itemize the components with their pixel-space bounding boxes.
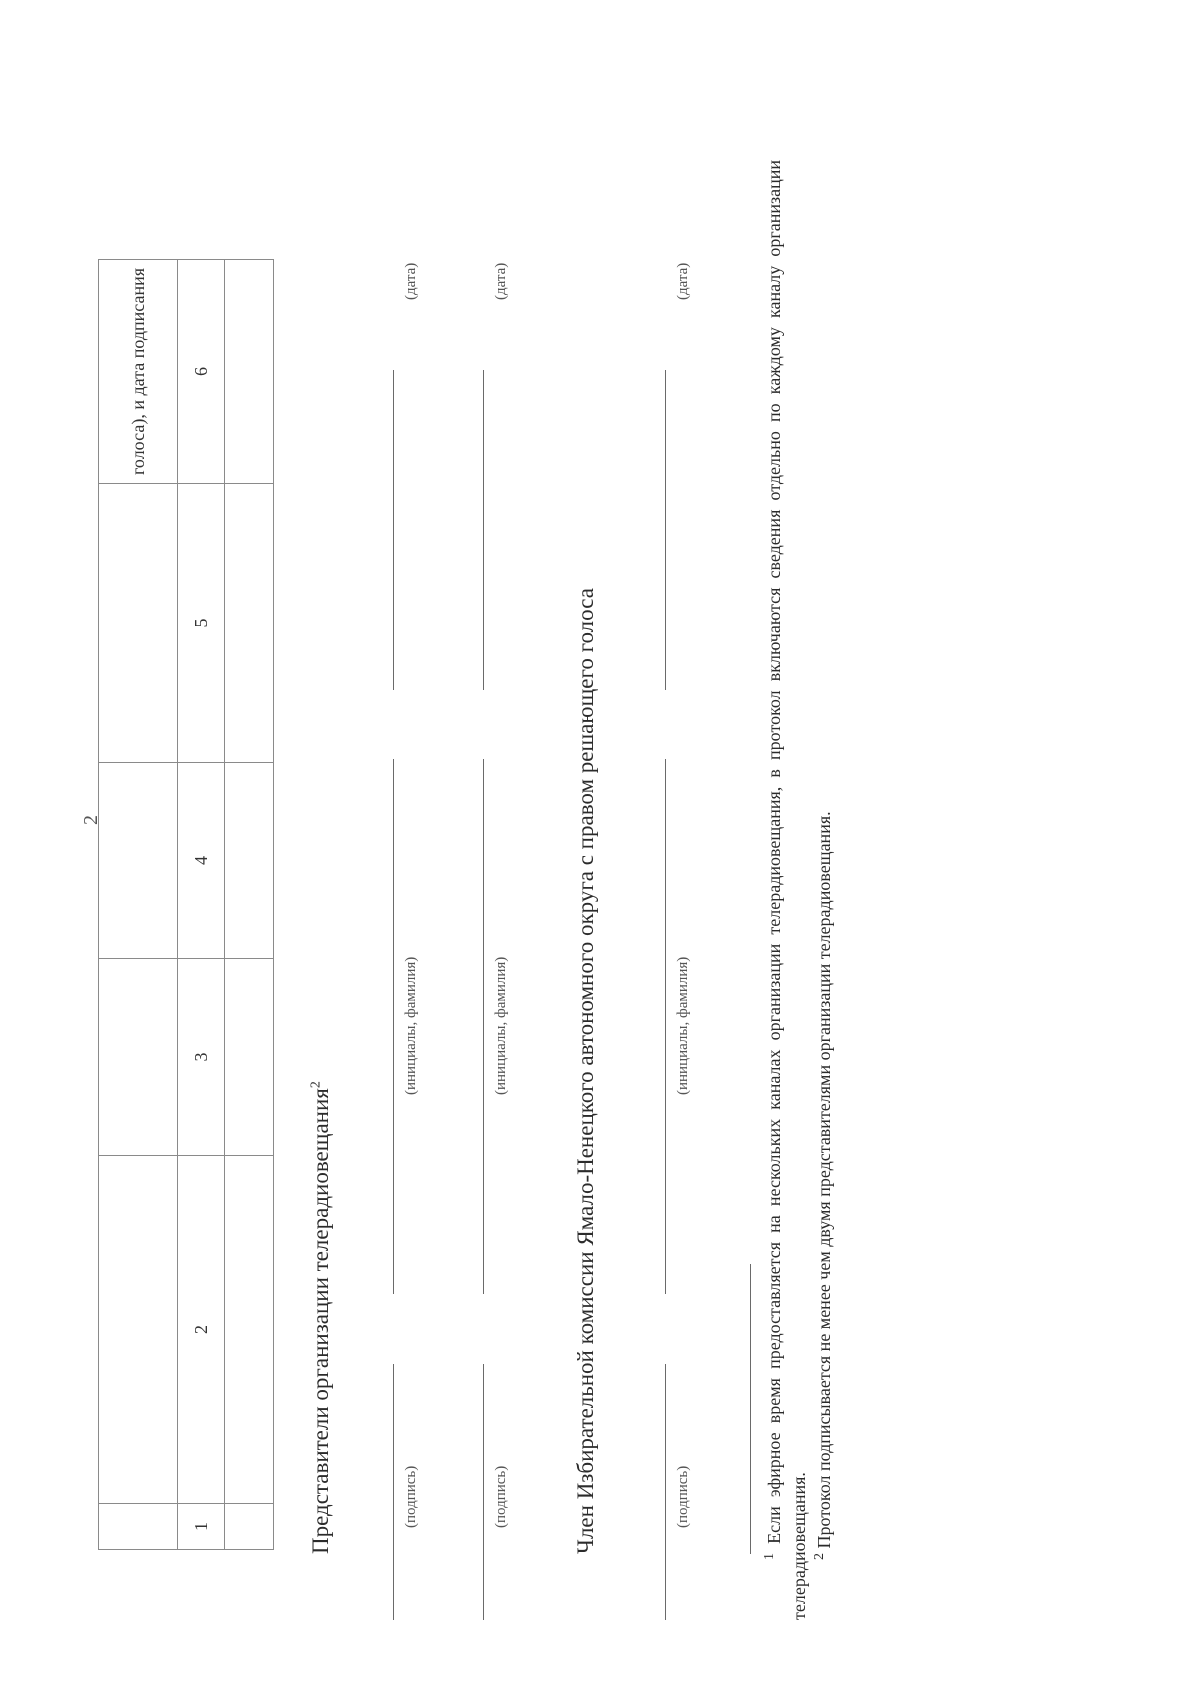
table-header-cell bbox=[99, 484, 178, 763]
rotated-landscape-content bbox=[60, 60, 960, 1620]
date-line bbox=[483, 370, 484, 690]
page-number: 2 bbox=[80, 815, 102, 825]
footnote-2 bbox=[812, 160, 837, 1560]
table-cell bbox=[225, 959, 274, 1156]
signature-caption: (подпись) bbox=[493, 1465, 509, 1528]
footnote-1-body bbox=[762, 160, 812, 1620]
signature-line bbox=[665, 1364, 666, 1620]
footnote-text: Если эфирное время предоставляется на нескольких каналах организации телерадиовещания, в протокол включаются сведения отдельно по каждому каналу организации телерадиовещания. bbox=[764, 159, 809, 1620]
table-cell bbox=[225, 1504, 274, 1550]
table-row bbox=[225, 260, 274, 1550]
footnote-ref: 2 bbox=[308, 1081, 324, 1089]
column-number: 4 bbox=[178, 763, 225, 959]
table-cell bbox=[225, 763, 274, 959]
signature-caption: (подпись) bbox=[675, 1465, 691, 1528]
name-line bbox=[483, 759, 484, 1294]
heading-text: Представители организации телерадиовещания bbox=[308, 1088, 333, 1554]
name-line bbox=[393, 759, 394, 1294]
protocol-table-continuation bbox=[98, 259, 274, 1550]
footnote-text: Протокол подписывается не менее чем двумя представителями организации телерадиовещания. bbox=[814, 811, 834, 1549]
footnote-mark: 1 bbox=[762, 1553, 777, 1560]
column-number: 5 bbox=[178, 484, 225, 763]
table-cell bbox=[225, 260, 274, 484]
table-cell bbox=[225, 484, 274, 763]
column-number: 3 bbox=[178, 959, 225, 1156]
table-cell bbox=[225, 1156, 274, 1504]
date-caption: (дата) bbox=[403, 262, 419, 300]
table-header-row bbox=[99, 260, 178, 1550]
table-header-cell bbox=[99, 1156, 178, 1504]
name-caption: (инициалы, фамилия) bbox=[493, 956, 509, 1095]
table-header-cell bbox=[99, 959, 178, 1156]
signature-line bbox=[483, 1364, 484, 1620]
signature-line bbox=[393, 1364, 394, 1620]
footnote-separator bbox=[750, 1264, 751, 1554]
name-caption: (инициалы, фамилия) bbox=[403, 956, 419, 1095]
date-line bbox=[665, 370, 666, 690]
signature-caption: (подпись) bbox=[403, 1465, 419, 1528]
footnote-1 bbox=[762, 160, 812, 1620]
footnote-mark: 2 bbox=[812, 1553, 827, 1560]
column-number: 6 bbox=[178, 260, 225, 484]
date-line bbox=[393, 370, 394, 690]
commission-member-heading: Член Избирательной комиссии Ямало-Ненецкого автономного округа с правом решающего голоса bbox=[573, 588, 598, 1554]
date-caption: (дата) bbox=[493, 262, 509, 300]
column-number: 2 bbox=[178, 1156, 225, 1504]
table-header-cell bbox=[99, 1504, 178, 1550]
table-header-cell bbox=[99, 763, 178, 959]
name-line bbox=[665, 759, 666, 1294]
column-number: 1 bbox=[178, 1504, 225, 1550]
table-column-numbers-row bbox=[178, 260, 225, 1550]
name-caption: (инициалы, фамилия) bbox=[675, 956, 691, 1095]
table-header-cell-col6: голоса), и дата подписания bbox=[99, 260, 178, 484]
tv-representatives-heading bbox=[308, 1081, 334, 1554]
date-caption: (дата) bbox=[675, 262, 691, 300]
